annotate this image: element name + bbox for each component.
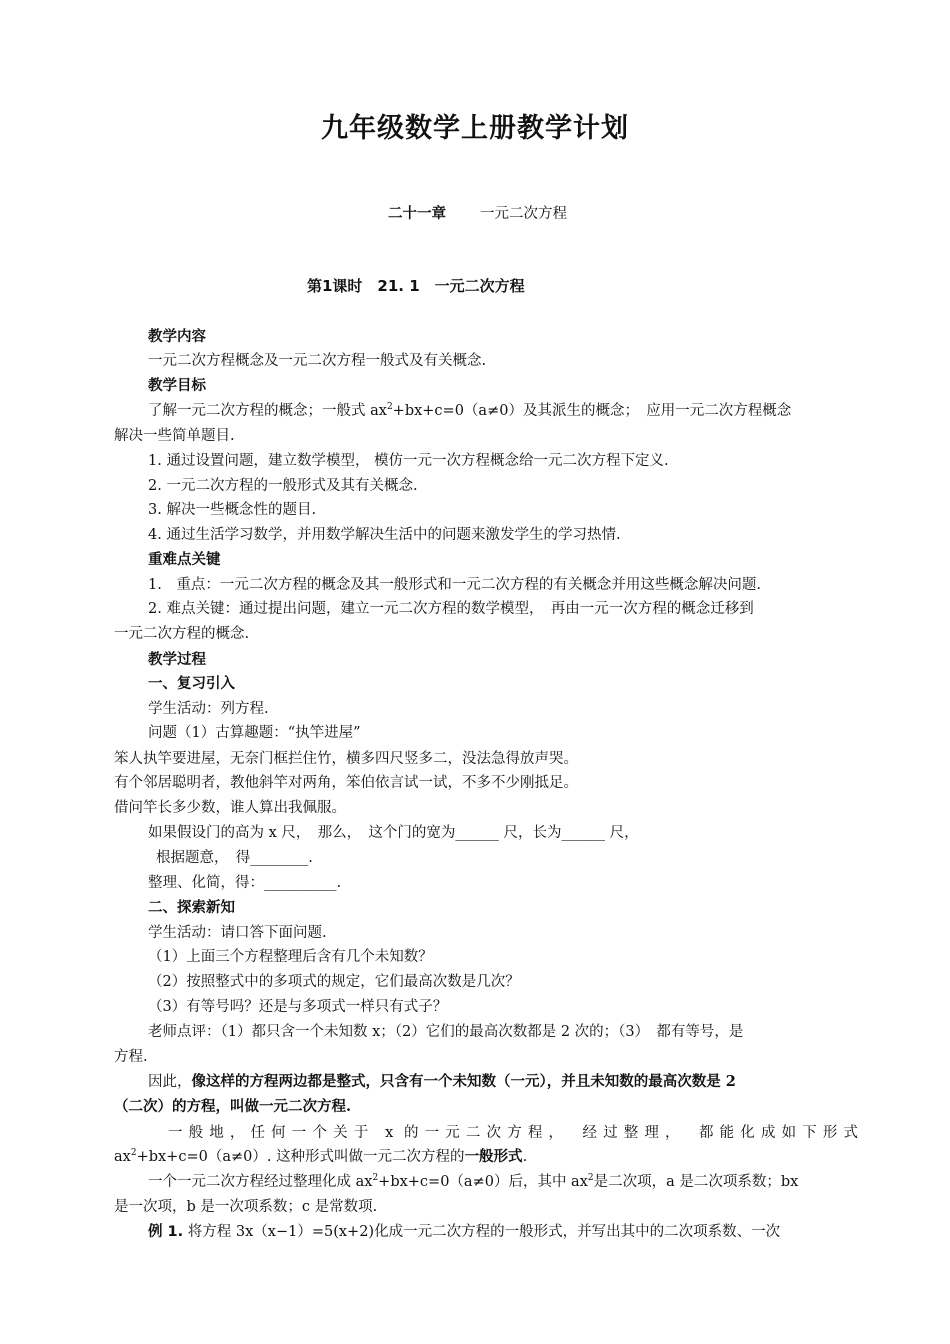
key-point-2: 2. 难点关键：通过提出问题，建立一元二次方程的数学模型， 再由一元一次方程的概念迁移到 xyxy=(148,601,754,617)
key-heading: 重难点关键 xyxy=(148,552,221,568)
lesson-heading: 第1课时 21. 1 一元二次方程 xyxy=(307,277,525,295)
review-heading: 一、复习引入 xyxy=(148,676,235,692)
goals-intro-cont: 解决一些简单题目. xyxy=(114,428,235,444)
goals-intro: 了解一元二次方程的概念；一般式 $ax^2+bx+c=0(a\ne 0)$及其派生的概念； 应用一元二次方程概念 xyxy=(148,402,792,419)
assume-line: 如果假设门的高为 x 尺， 那么， 这个门的宽为______ 尺，长为______ 尺， xyxy=(148,825,639,841)
by-meaning-line: 根据题意， 得________. xyxy=(156,850,313,866)
general-form-equation: $ax^2+bx+c=0(a\ne 0)$. 这种形式叫做一元二次方程的一般形式. xyxy=(114,1148,528,1165)
key-point-2-cont: 一元二次方程的概念. xyxy=(114,626,250,642)
document-title: 九年级数学上册教学计划 xyxy=(321,113,629,144)
content-text: 一元二次方程概念及一元二次方程一般式及有关概念. xyxy=(148,353,487,369)
teacher-comment-cont: 方程. xyxy=(114,1049,148,1065)
definition-line: 因此，像这样的方程两边都是整式，只含有一个未知数（一元），并且未知数的最高次数是 2 xyxy=(148,1073,736,1090)
definition-line-cont: （二次）的方程，叫做一元二次方程. xyxy=(114,1098,352,1115)
chapter-number: 二十一章 xyxy=(388,205,446,222)
goal-2: 2. 一元二次方程的一般形式及其有关概念. xyxy=(148,478,418,494)
general-form-line: 一般地，任何一个关于 x 的一元二次方程， 经过整理， 都能化成如下形式 xyxy=(168,1125,858,1141)
question-1: （1）上面三个方程整理后含有几个未知数？ xyxy=(148,949,433,965)
goal-1: 1. 通过设置问题，建立数学模型， 模仿一元一次方程概念给一元二次方程下定义. xyxy=(148,453,669,469)
chapter-name: 一元二次方程 xyxy=(480,206,567,222)
teacher-comment: 老师点评：（1）都只含一个未知数 x；（2）它们的最高次数都是 2 次的；（3） 都有等号，是 xyxy=(148,1024,744,1040)
explore-activity: 学生活动：请口答下面问题. xyxy=(148,925,327,941)
chapter-heading xyxy=(388,202,567,223)
terms-line: 一个一元二次方程经过整理化成 $ax^2+bx+c=0(a\ne 0)$后，其中 $ax^2$是二次项，a 是二次项系数；bx xyxy=(148,1173,799,1190)
simplify-line: 整理、化简，得：__________. xyxy=(148,875,342,891)
goal-4: 4. 通过生活学习数学，并用数学解决生活中的问题来激发学生的学习热情. xyxy=(148,527,621,543)
poem-line-2: 有个邻居聪明者，教他斜竿对两角，笨伯依言试一试，不多不少刚抵足。 xyxy=(114,775,578,791)
goal-3: 3. 解决一些概念性的题目. xyxy=(148,502,317,518)
process-heading: 教学过程 xyxy=(148,652,206,668)
poem-line-3: 借问竿长多少数，谁人算出我佩服。 xyxy=(114,800,346,816)
goals-heading: 教学目标 xyxy=(148,378,206,394)
question-2: （2）按照整式中的多项式的规定，它们最高次数是几次？ xyxy=(148,974,520,990)
review-activity: 学生活动：列方程. xyxy=(148,701,269,717)
explore-heading: 二、探索新知 xyxy=(148,900,235,916)
example-1: 例 1. 将方程 3x（x−1）=5(x+2)化成一元二次方程的一般形式，并写出其中的二次项系数、一次 xyxy=(148,1224,781,1240)
question-3: （3）有等号吗？还是与多项式一样只有式子？ xyxy=(148,999,448,1015)
problem-1: 问题（1）古算趣题：“执竿进屋” xyxy=(148,725,361,741)
content-heading: 教学内容 xyxy=(148,329,206,345)
terms-line-cont: 是一次项，b 是一次项系数；c 是常数项. xyxy=(114,1199,378,1215)
key-point-1: 1. 重点：一元二次方程的概念及其一般形式和一元二次方程的有关概念并用这些概念解决问题. xyxy=(148,577,761,593)
poem-line-1: 笨人执竿要进屋，无奈门框拦住竹，横多四尺竖多二，没法急得放声哭。 xyxy=(114,751,578,767)
